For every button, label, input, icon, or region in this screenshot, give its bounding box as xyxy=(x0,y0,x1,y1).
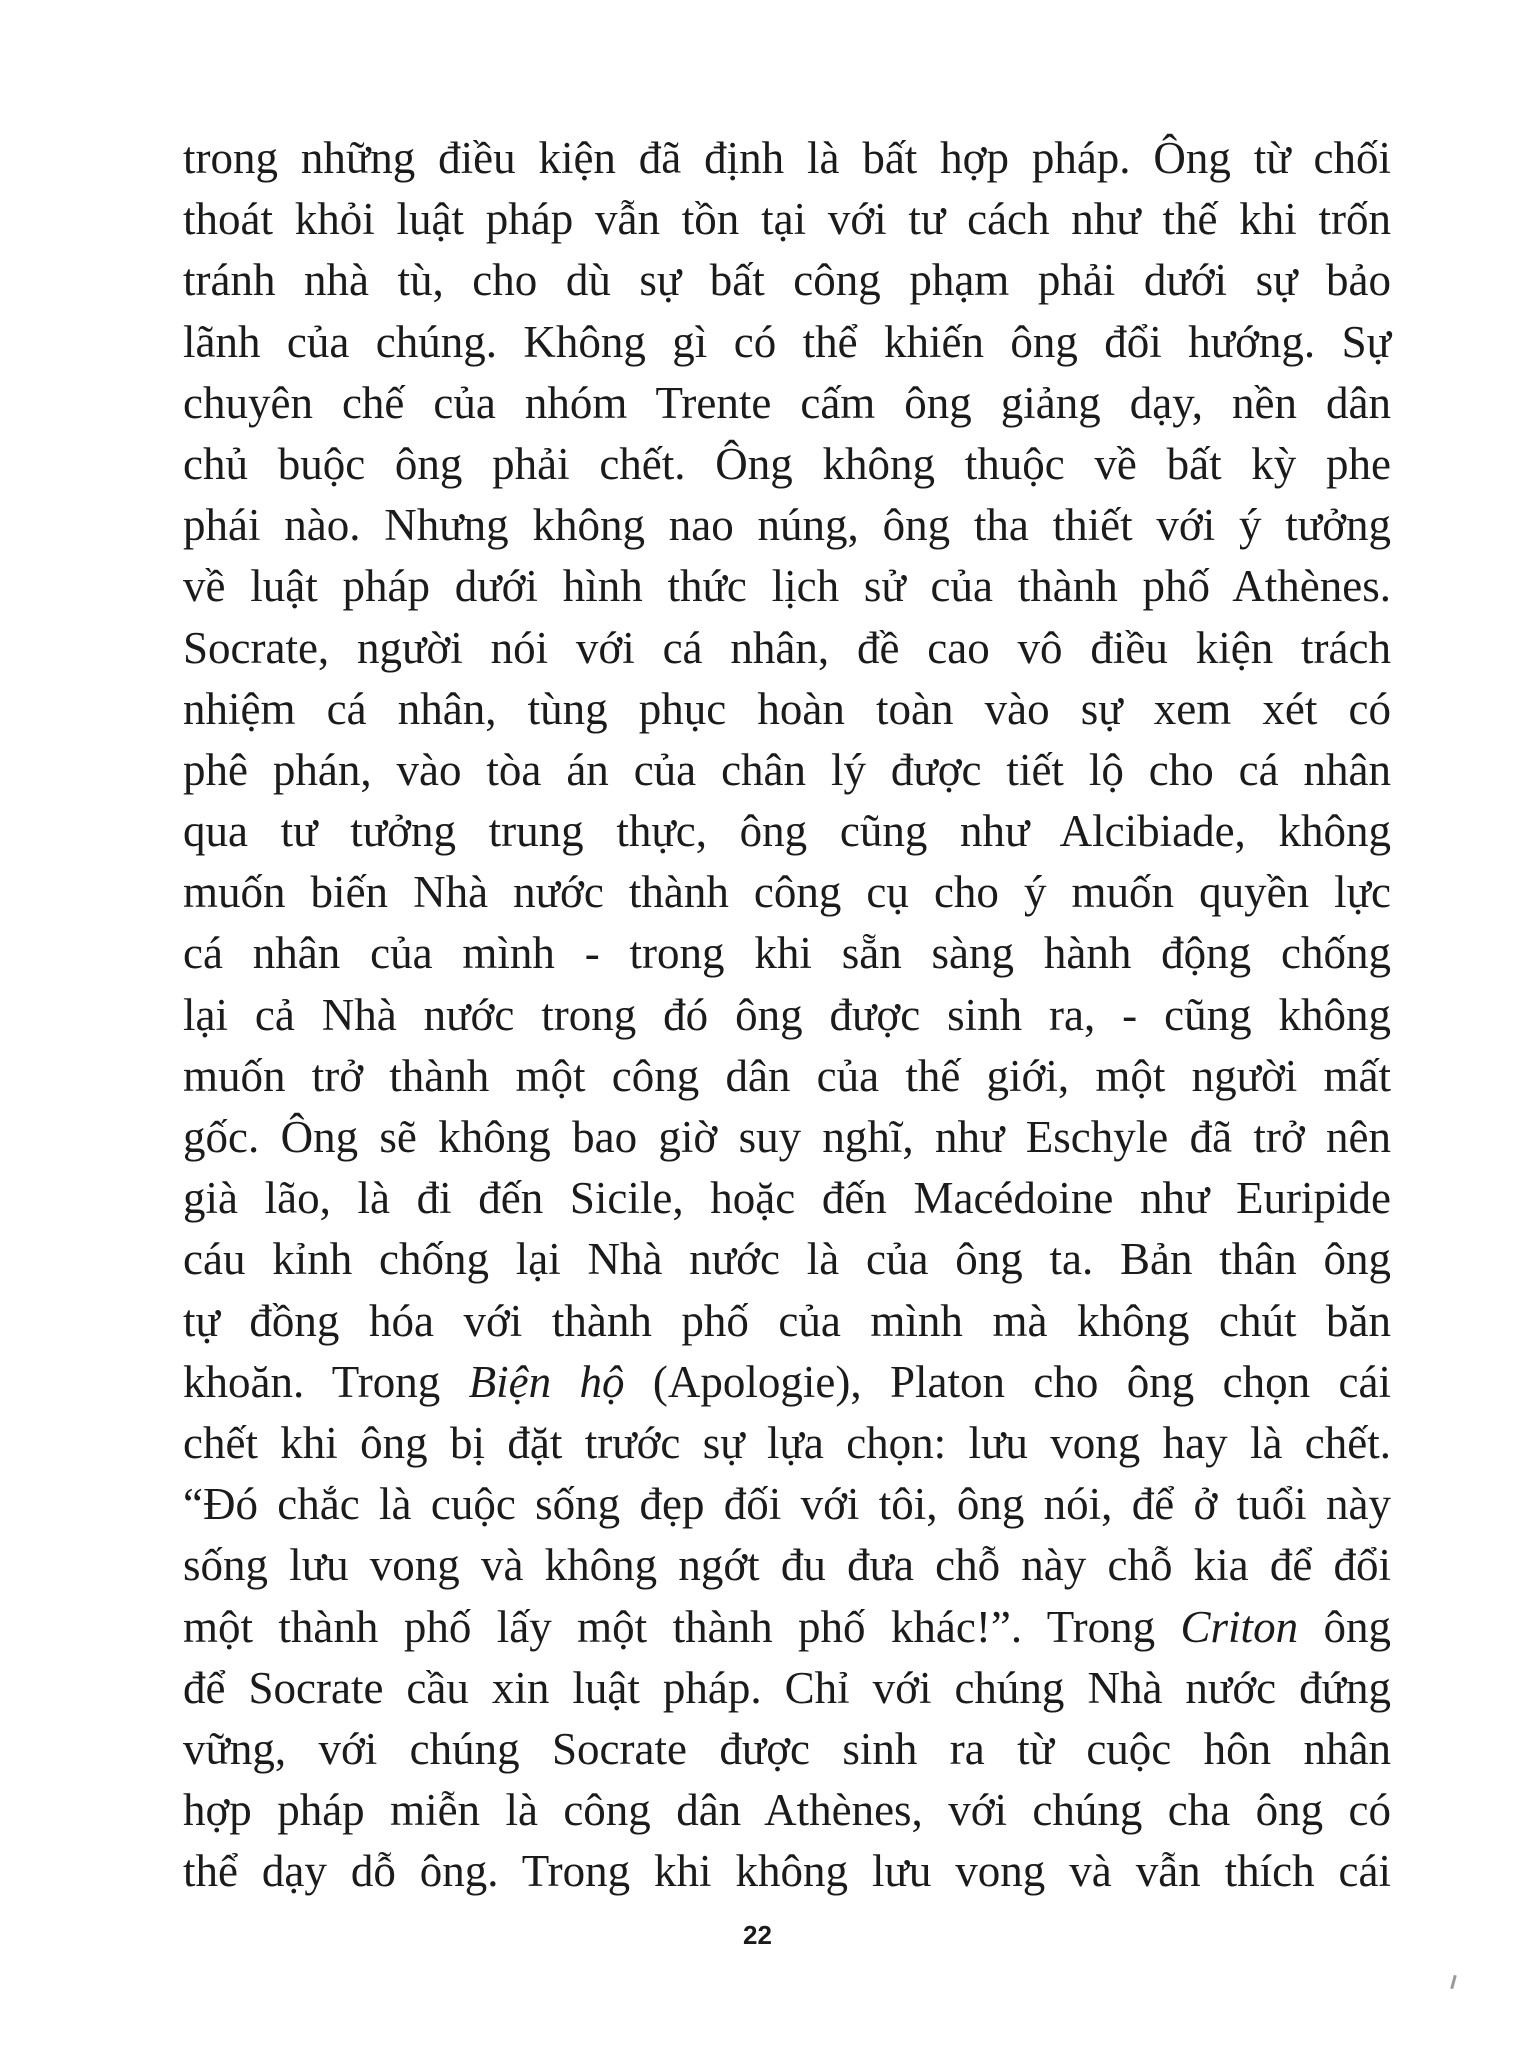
text-line: muốn biến Nhà nước thành công cụ cho ý muốn quyền lực xyxy=(183,867,1391,918)
text-line: phê phán, vào tòa án của chân lý được tiết lộ cho cá nhân xyxy=(183,744,1391,795)
page-number: 22 xyxy=(743,1920,772,1950)
text-segment: khoăn. Trong xyxy=(183,1356,469,1407)
text-line: trong những điều kiện đã định là bất hợp pháp. Ông từ chối xyxy=(183,133,1391,183)
text-line: hợp pháp miễn là công dân Athènes, với chúng cha ông có xyxy=(183,1785,1391,1836)
text-line: cáu kỉnh chống lại Nhà nước là của ông ta. Bản thân ông xyxy=(183,1234,1391,1285)
text-line: tự đồng hóa với thành phố của mình mà không chút băn xyxy=(183,1295,1391,1346)
text-line: về luật pháp dưới hình thức lịch sử của thành phố Athènes. xyxy=(183,561,1391,612)
text-line: nhiệm cá nhân, tùng phục hoàn toàn vào sự xem xét có xyxy=(183,683,1391,734)
text-segment: ông xyxy=(1298,1601,1392,1652)
text-line: “Đó chắc là cuộc sống đẹp đối với tôi, ông nói, để ở tuổi này xyxy=(183,1479,1391,1530)
text-line: gốc. Ông sẽ không bao giờ suy nghĩ, như Eschyle đã trở nên xyxy=(183,1112,1391,1162)
text-line xyxy=(183,1597,1391,1658)
text-segment: một thành phố lấy một thành phố khác!”. Trong xyxy=(183,1601,1181,1652)
text-line: lại cả Nhà nước trong đó ông được sinh ra, - cũng không xyxy=(183,989,1391,1040)
text-line: tránh nhà tù, cho dù sự bất công phạm phải dưới sự bảo xyxy=(183,255,1391,306)
text-line: chết khi ông bị đặt trước sự lựa chọn: lưu vong hay là chết. xyxy=(183,1417,1391,1468)
text-line: Socrate, người nói với cá nhân, đề cao vô điều kiện trách xyxy=(183,622,1391,673)
print-speck xyxy=(1450,1975,1457,1989)
text-line: để Socrate cầu xin luật pháp. Chỉ với chúng Nhà nước đứng xyxy=(183,1662,1391,1713)
text-line: chủ buộc ông phải chết. Ông không thuộc về bất kỳ phe xyxy=(183,438,1391,489)
text-line: muốn trở thành một công dân của thế giới, một người mất xyxy=(183,1050,1391,1101)
text-line: lãnh của chúng. Không gì có thể khiến ông đổi hướng. Sự xyxy=(183,316,1391,367)
book-title-italic: Biện hộ xyxy=(468,1356,625,1407)
body-text xyxy=(183,128,1391,1902)
text-line: chuyên chế của nhóm Trente cấm ông giảng dạy, nền dân xyxy=(183,377,1391,428)
text-line: cá nhân của mình - trong khi sẵn sàng hành động chống xyxy=(183,928,1391,979)
text-line: già lão, là đi đến Sicile, hoặc đến Macédoine như Euripide xyxy=(183,1173,1391,1224)
text-line xyxy=(183,1352,1391,1413)
text-line: phái nào. Nhưng không nao núng, ông tha thiết với ý tưởng xyxy=(183,500,1391,551)
text-line: qua tư tưởng trung thực, ông cũng như Alcibiade, không xyxy=(183,806,1391,857)
text-line: thể dạy dỗ ông. Trong khi không lưu vong và vẫn thích cái xyxy=(183,1846,1391,1897)
book-title-italic: Criton xyxy=(1180,1601,1299,1652)
text-line: vững, với chúng Socrate được sinh ra từ cuộc hôn nhân xyxy=(183,1723,1391,1774)
text-line: sống lưu vong và không ngớt đu đưa chỗ này chỗ kia để đổi xyxy=(183,1540,1391,1591)
text-line: thoát khỏi luật pháp vẫn tồn tại với tư cách như thế khi trốn xyxy=(183,194,1391,245)
text-segment: (Apologie), Platon cho ông chọn cái xyxy=(624,1356,1391,1407)
